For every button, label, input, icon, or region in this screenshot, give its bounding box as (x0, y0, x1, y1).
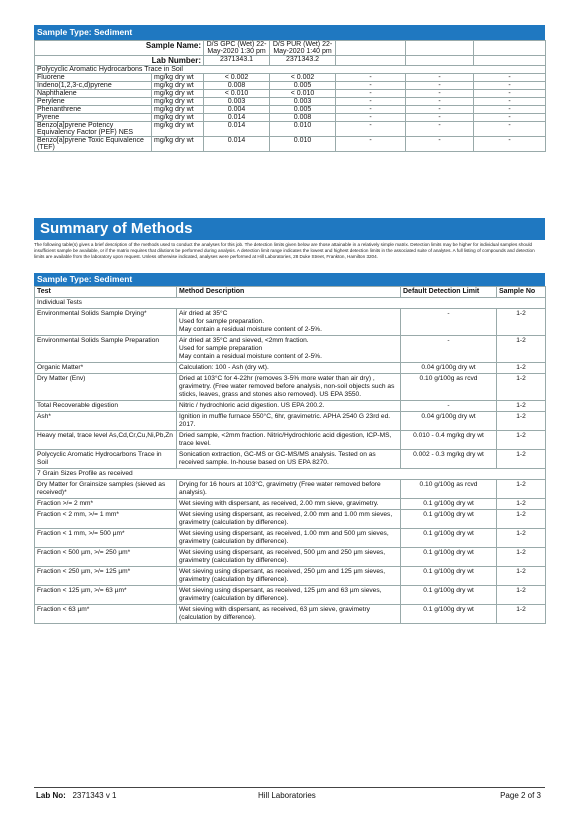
method-description: Air dried at 35°C and sieved, <2mm fraction. Used for sample preparation May contain a residual moisture content of 2-5%. (177, 336, 401, 363)
method-sample-no: 1-2 (497, 510, 546, 529)
result-value: < 0.002 (204, 74, 270, 82)
empty-result-dash: - (336, 74, 406, 82)
method-sample-no: 1-2 (497, 401, 546, 412)
method-test-name: Polycyclic Aromatic Hydrocarbons Trace in Soil (35, 450, 177, 469)
method-sample-no: 1-2 (497, 586, 546, 605)
result-value: 0.014 (204, 114, 270, 122)
method-row (35, 510, 546, 529)
analyte-name: Indeno(1,2,3-c,d)pyrene (35, 82, 152, 90)
analyte-name: Pyrene (35, 114, 152, 122)
analyte-unit: mg/kg dry wt (152, 98, 204, 106)
method-row (35, 480, 546, 499)
methods-sample-type-header: Sample Type: Sediment (34, 273, 545, 286)
analyte-unit: mg/kg dry wt (152, 137, 204, 152)
methods-group-title: Individual Tests (35, 298, 546, 309)
method-sample-no: 1-2 (497, 450, 546, 469)
method-sample-no: 1-2 (497, 567, 546, 586)
empty-result-dash: - (336, 82, 406, 90)
result-row (35, 74, 546, 82)
empty-result-dash: - (474, 122, 546, 137)
methods-column-header: Test (35, 287, 177, 298)
methods-group-row (35, 469, 546, 480)
method-test-name: Total Recoverable digestion (35, 401, 177, 412)
method-row (35, 412, 546, 431)
method-row (35, 336, 546, 363)
method-detection-limit: 0.1 g/100g dry wt (401, 605, 497, 624)
section-row (35, 66, 546, 74)
empty-lab-cell (406, 56, 474, 66)
method-detection-limit: 0.1 g/100g dry wt (401, 529, 497, 548)
method-description: Wet sieving using dispersant, as received, 250 µm and 125 µm sieves, gravimetry (calculation by difference). (177, 567, 401, 586)
analyte-unit: mg/kg dry wt (152, 90, 204, 98)
analyte-unit: mg/kg dry wt (152, 74, 204, 82)
method-test-name: Environmental Solids Sample Preparation (35, 336, 177, 363)
empty-sample-cell (336, 41, 406, 56)
empty-result-dash: - (336, 122, 406, 137)
method-test-name: Fraction < 250 µm, >/= 125 µm* (35, 567, 177, 586)
method-test-name: Heavy metal, trace level As,Cd,Cr,Cu,Ni,Pb,Zn (35, 431, 177, 450)
methods-column-header: Sample No (497, 287, 546, 298)
footer-page-number: Page 2 of 3 (500, 791, 541, 800)
method-description: Wet sieving with dispersant, as received, 2.00 mm sieve, gravimetry. (177, 499, 401, 510)
result-row (35, 98, 546, 106)
methods-column-header: Method Description (177, 287, 401, 298)
result-value: 0.010 (270, 122, 336, 137)
result-row (35, 137, 546, 152)
analyte-unit: mg/kg dry wt (152, 114, 204, 122)
method-detection-limit: 0.002 - 0.3 mg/kg dry wt (401, 450, 497, 469)
method-test-name: Fraction < 2 mm, >/= 1 mm* (35, 510, 177, 529)
empty-result-dash: - (474, 137, 546, 152)
analyte-name: Benzo[a]pyrene Potency Equivalency Factor (PEF) NES (35, 122, 152, 137)
lab-number-label: Lab Number: (35, 56, 204, 66)
method-detection-limit: 0.10 g/100g as rcvd (401, 480, 497, 499)
footer-lab-no (36, 791, 117, 800)
empty-result-dash: - (336, 114, 406, 122)
method-row (35, 431, 546, 450)
method-description: Wet sieving using dispersant, as received, 1.00 mm and 500 µm sieves, gravimetry (calculation by difference). (177, 529, 401, 548)
result-value: 0.008 (204, 82, 270, 90)
result-value: < 0.010 (270, 90, 336, 98)
analyte-name: Phenanthrene (35, 106, 152, 114)
sample-name-label: Sample Name: (35, 41, 204, 56)
lab-number: 2371343.2 (270, 56, 336, 66)
empty-result-dash: - (336, 137, 406, 152)
method-detection-limit: 0.1 g/100g dry wt (401, 586, 497, 605)
method-sample-no: 1-2 (497, 431, 546, 450)
method-detection-limit: 0.10 g/100g as rcvd (401, 374, 497, 401)
method-test-name: Dry Matter (Env) (35, 374, 177, 401)
empty-result-dash: - (406, 137, 474, 152)
empty-result-dash: - (474, 90, 546, 98)
results-section (34, 25, 545, 152)
method-detection-limit: 0.1 g/100g dry wt (401, 499, 497, 510)
result-value: 0.005 (270, 106, 336, 114)
method-test-name: Fraction < 500 µm, >/= 250 µm* (35, 548, 177, 567)
result-value: 0.010 (270, 137, 336, 152)
method-description: Wet sieving using dispersant, as received, 500 µm and 250 µm sieves, gravimetry (calculation by difference). (177, 548, 401, 567)
result-value: 0.014 (204, 122, 270, 137)
empty-result-dash: - (406, 106, 474, 114)
method-row (35, 499, 546, 510)
empty-sample-cell (474, 41, 546, 56)
empty-result-dash: - (474, 74, 546, 82)
sample-name: D/S PUR (Wet) 22-May-2020 1:40 pm (270, 41, 336, 56)
analyte-name: Perylene (35, 98, 152, 106)
empty-result-dash: - (336, 106, 406, 114)
result-value: 0.003 (204, 98, 270, 106)
analyte-name: Fluorene (35, 74, 152, 82)
method-description: Wet sieving with dispersant, as received, 63 µm sieve, gravimetry (calculation by difference). (177, 605, 401, 624)
empty-result-dash: - (406, 74, 474, 82)
method-test-name: Dry Matter for Grainsize samples (sieved as received)* (35, 480, 177, 499)
empty-lab-cell (336, 56, 406, 66)
method-test-name: Fraction < 125 µm, >/= 63 µm* (35, 586, 177, 605)
sample-name: D/S GPC (Wet) 22-May-2020 1:30 pm (204, 41, 270, 56)
method-sample-no: 1-2 (497, 480, 546, 499)
summary-text: The following table(s) gives a brief description of the methods used to conduct the analyses for this job. The detection limits given below are those attainable in a relatively simple matrix. Detection limits may be higher for individual samples should insufficient sample be available, or if the matrix requires that dilutions be performed during analysis. A detection limit range indicates the lowest and highest detection limits in the associated suite of analytes. A full listing of compounds and detection limits are available from the laboratory upon request. Unless otherwise indicated, analyses were performed at Hill Laboratories, 28 Duke Street, Frankton, Hamilton 3204. (34, 242, 535, 259)
lab-number: 2371343.1 (204, 56, 270, 66)
method-sample-no: 1-2 (497, 548, 546, 567)
result-row (35, 82, 546, 90)
empty-result-dash: - (406, 82, 474, 90)
analyte-name: Naphthalene (35, 90, 152, 98)
method-test-name: Fraction < 63 µm* (35, 605, 177, 624)
method-detection-limit: 0.1 g/100g dry wt (401, 510, 497, 529)
method-test-name: Environmental Solids Sample Drying* (35, 309, 177, 336)
method-test-name: Ash* (35, 412, 177, 431)
method-sample-no: 1-2 (497, 412, 546, 431)
empty-result-dash: - (474, 106, 546, 114)
sample-name-row (35, 41, 546, 56)
method-row (35, 401, 546, 412)
method-description: Calculation: 100 - Ash (dry wt). (177, 363, 401, 374)
method-description: Dried at 103°C for 4-22hr (removes 3-5% more water than air dry) , gravimetry. (Free water removed before analysis, non-soil objects such as sticks, leaves, grass and stones also removed). US EPA 3550. (177, 374, 401, 401)
method-row (35, 567, 546, 586)
method-row (35, 529, 546, 548)
method-test-name: Organic Matter* (35, 363, 177, 374)
method-description: Dried sample, <2mm fraction. Nitric/Hydrochloric acid digestion, ICP-MS, trace level. (177, 431, 401, 450)
method-sample-no: 1-2 (497, 529, 546, 548)
result-value: 0.003 (270, 98, 336, 106)
method-sample-no: 1-2 (497, 605, 546, 624)
method-detection-limit: 0.1 g/100g dry wt (401, 567, 497, 586)
method-sample-no: 1-2 (497, 374, 546, 401)
empty-result-dash: - (474, 114, 546, 122)
analyte-name: Benzo[a]pyrene Toxic Equivalence (TEF) (35, 137, 152, 152)
result-row (35, 114, 546, 122)
empty-result-dash: - (336, 90, 406, 98)
method-description: Air dried at 35°C Used for sample preparation. May contain a residual moisture content of 2-5%. (177, 309, 401, 336)
methods-table (34, 286, 546, 624)
result-row (35, 90, 546, 98)
methods-column-header: Default Detection Limit (401, 287, 497, 298)
methods-group-title: 7 Grain Sizes Profile as received (35, 469, 546, 480)
method-detection-limit: 0.1 g/100g dry wt (401, 548, 497, 567)
method-test-name: Fraction >/= 2 mm* (35, 499, 177, 510)
empty-result-dash: - (406, 90, 474, 98)
lab-number-row (35, 56, 546, 66)
result-row (35, 106, 546, 114)
method-description: Nitric / hydrochloric acid digestion. US EPA 200.2. (177, 401, 401, 412)
empty-result-dash: - (406, 114, 474, 122)
empty-result-dash: - (406, 98, 474, 106)
analyte-unit: mg/kg dry wt (152, 122, 204, 137)
results-sample-type-header: Sample Type: Sediment (34, 25, 545, 40)
method-description: Wet sieving using dispersant, as received, 2.00 mm and 1.00 mm sieves, gravimetry (calculation by difference). (177, 510, 401, 529)
result-value: < 0.002 (270, 74, 336, 82)
result-value: 0.005 (270, 82, 336, 90)
method-row (35, 309, 546, 336)
footer-lab-no-label: Lab No: (36, 791, 66, 800)
method-row (35, 586, 546, 605)
result-row (35, 122, 546, 137)
empty-result-dash: - (406, 122, 474, 137)
method-sample-no: 1-2 (497, 309, 546, 336)
method-sample-no: 1-2 (497, 363, 546, 374)
method-detection-limit: - (401, 336, 497, 363)
method-row (35, 605, 546, 624)
result-value: 0.014 (204, 137, 270, 152)
method-row (35, 363, 546, 374)
page-footer (34, 787, 545, 803)
analyte-unit: mg/kg dry wt (152, 106, 204, 114)
result-value: 0.008 (270, 114, 336, 122)
method-row (35, 374, 546, 401)
analyte-unit: mg/kg dry wt (152, 82, 204, 90)
method-description: Sonication extraction, GC-MS or GC-MS/MS analysis. Tested on as received sample. In-house based on US EPA 8270. (177, 450, 401, 469)
method-test-name: Fraction < 1 mm, >/= 500 µm* (35, 529, 177, 548)
method-description: Ignition in muffle furnace 550°C, 6hr, gravimetric. APHA 2540 G 23rd ed. 2017. (177, 412, 401, 431)
method-detection-limit: 0.04 g/100g dry wt (401, 412, 497, 431)
empty-result-dash: - (474, 82, 546, 90)
empty-result-dash: - (336, 98, 406, 106)
result-value: 0.004 (204, 106, 270, 114)
method-row (35, 450, 546, 469)
methods-section (34, 273, 545, 624)
results-section-title: Polycyclic Aromatic Hydrocarbons Trace in Soil (35, 66, 546, 74)
method-detection-limit: - (401, 401, 497, 412)
empty-lab-cell (474, 56, 546, 66)
method-sample-no: 1-2 (497, 336, 546, 363)
results-table (34, 40, 546, 152)
result-value: < 0.010 (204, 90, 270, 98)
footer-company: Hill Laboratories (258, 791, 316, 800)
method-row (35, 548, 546, 567)
method-detection-limit: - (401, 309, 497, 336)
method-sample-no: 1-2 (497, 499, 546, 510)
empty-result-dash: - (474, 98, 546, 106)
method-description: Wet sieving using dispersant, as received, 125 µm and 63 µm sieves, gravimetry (calculation by difference). (177, 586, 401, 605)
footer-lab-no-value: 2371343 v 1 (72, 791, 117, 800)
methods-group-row (35, 298, 546, 309)
empty-sample-cell (406, 41, 474, 56)
method-detection-limit: 0.04 g/100g dry wt (401, 363, 497, 374)
method-description: Drying for 16 hours at 103°C, gravimetry (Free water removed before analysis). (177, 480, 401, 499)
summary-title: Summary of Methods (34, 218, 545, 240)
method-detection-limit: 0.010 - 0.4 mg/kg dry wt (401, 431, 497, 450)
